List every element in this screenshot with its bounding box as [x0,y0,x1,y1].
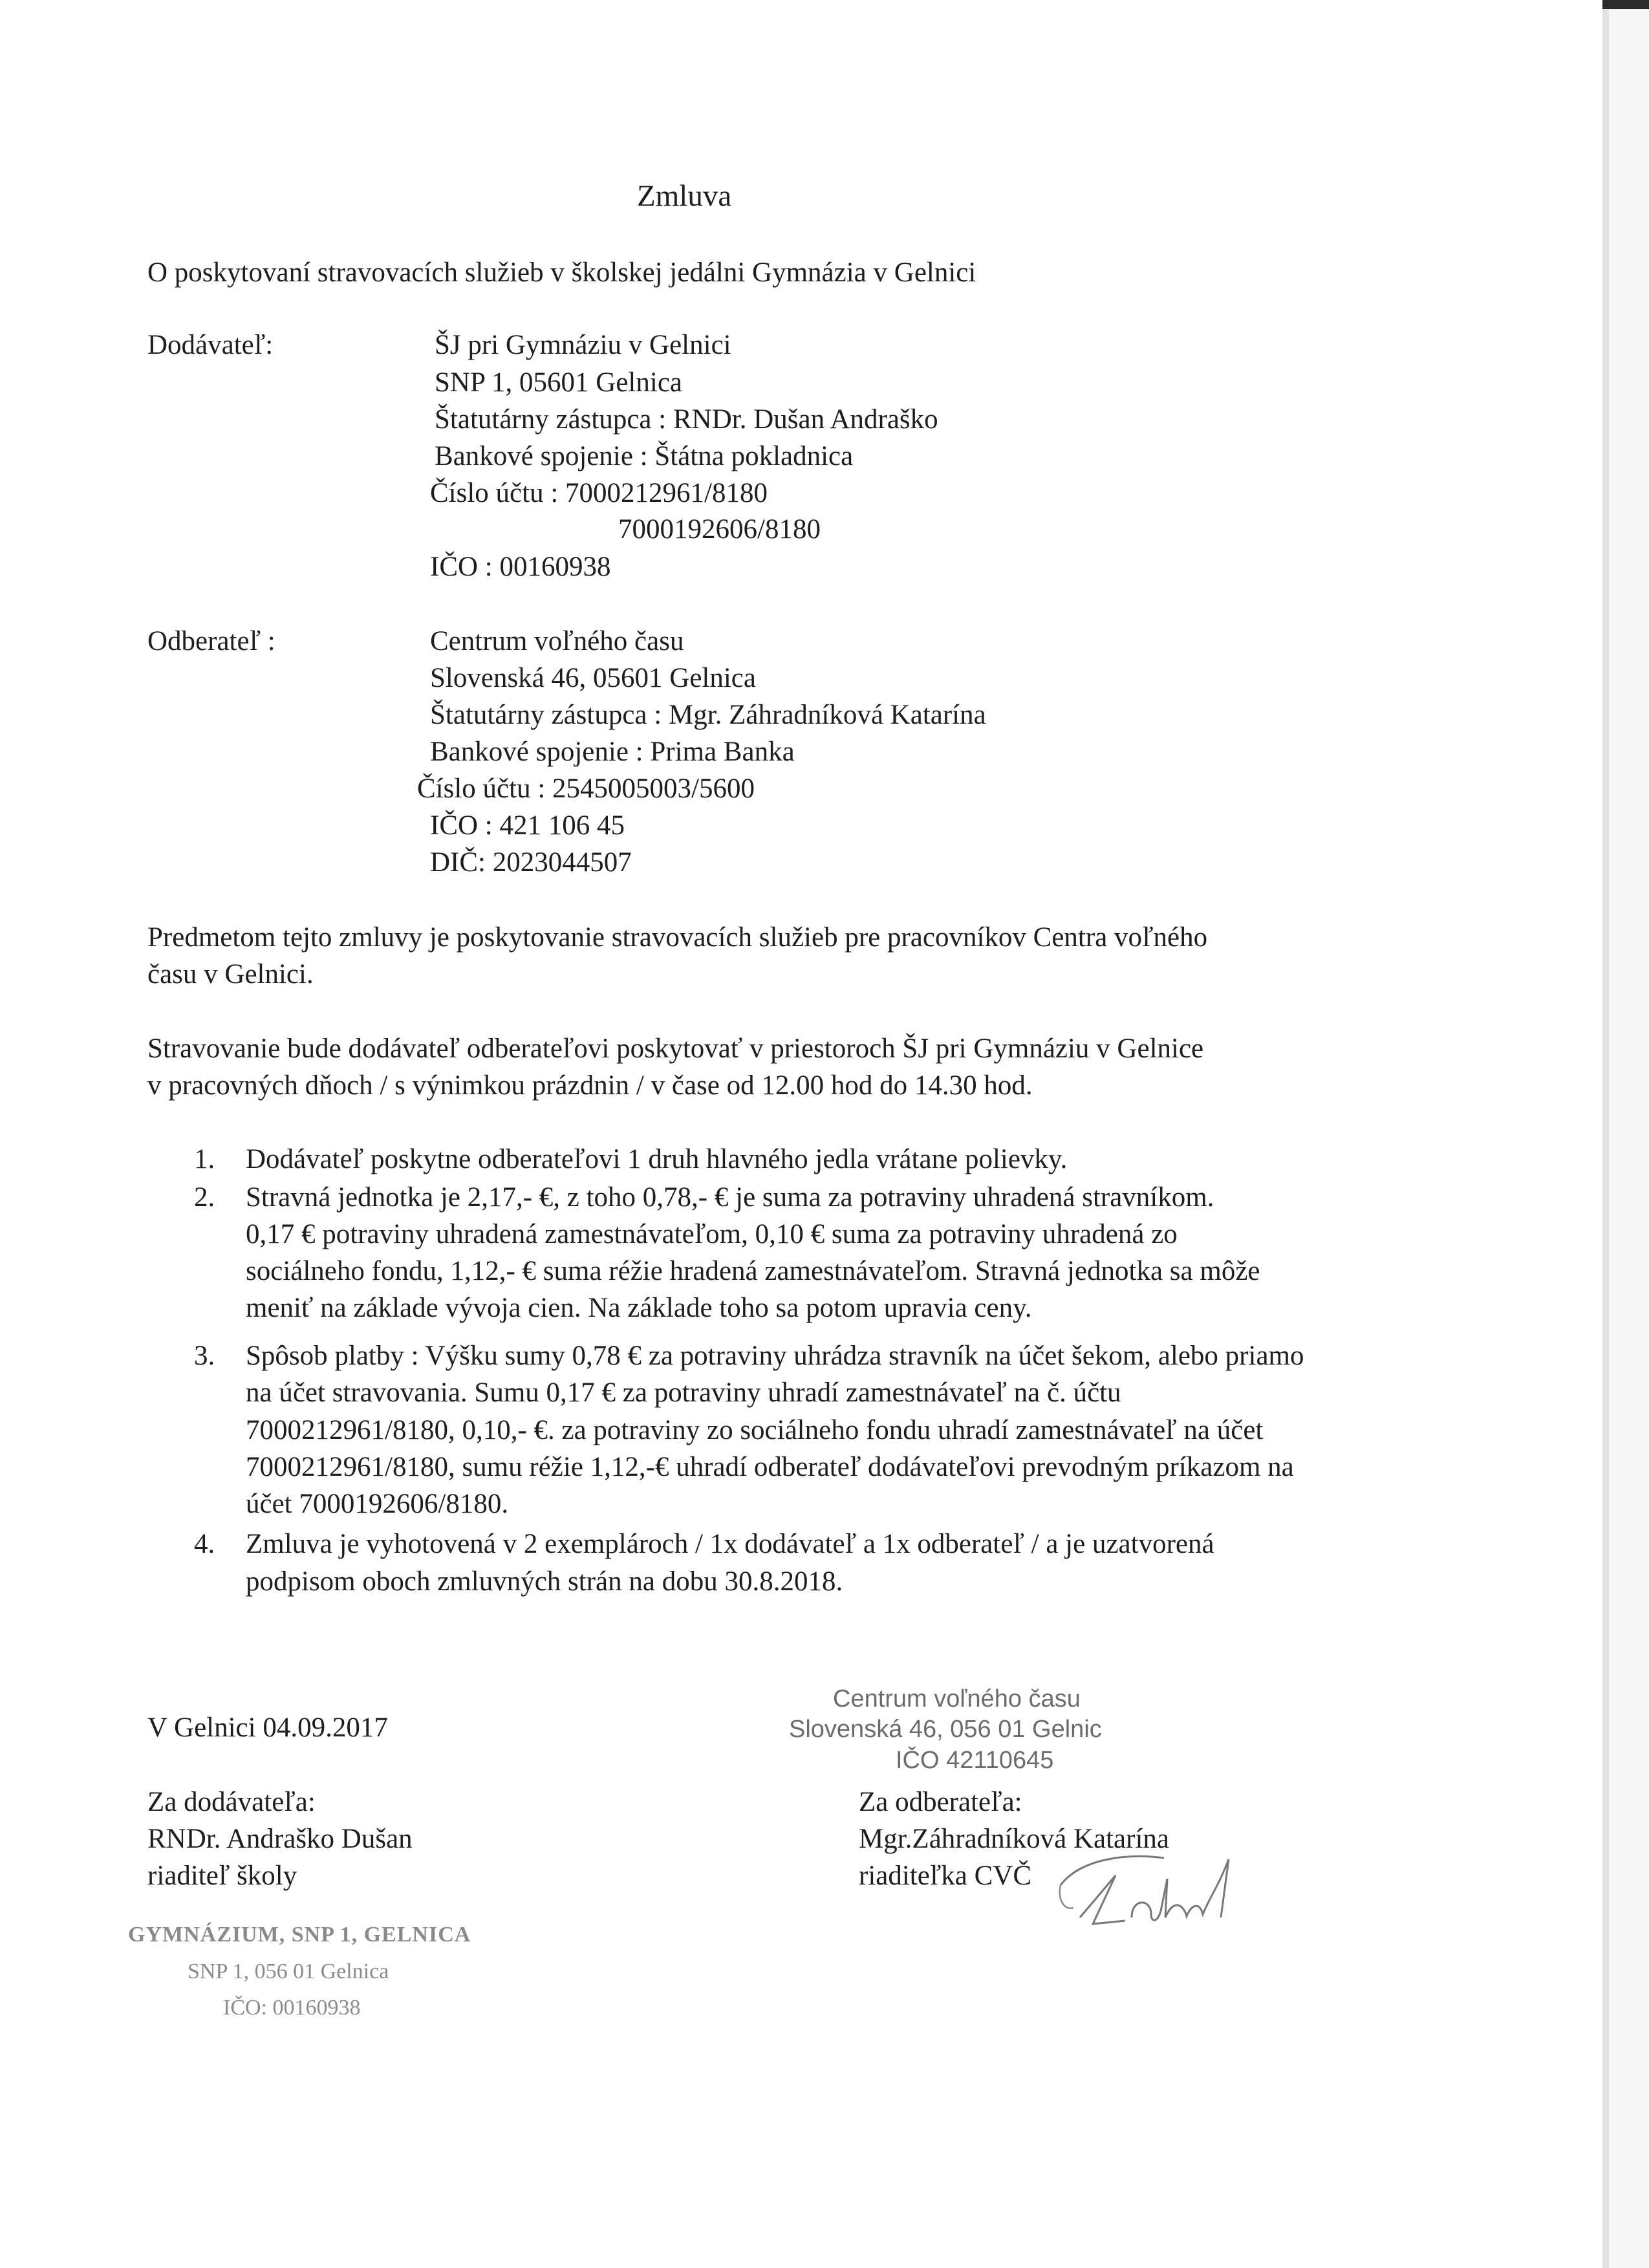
customer-name: Centrum voľného času [430,626,684,656]
customer-bank: Bankové spojenie : Prima Banka [430,737,795,767]
item-number: 2. [194,1182,215,1213]
customer-stamp-line-1: Centrum voľného času [833,1685,1081,1712]
item-3-line: Spôsob platby : Výšku sumy 0,78 € za potraviny uhrádza stravník na účet šekom, alebo priamo [246,1341,1304,1371]
item-number: 3. [194,1341,215,1371]
customer-sign-role: riaditeľka CVČ [859,1861,1032,1891]
supplier-stamp-line-1: GYMNÁZIUM, SNP 1, GELNICA [128,1923,471,1947]
supplier-label: Dodávateľ: [147,330,274,360]
paragraph-subject-line-1: Predmetom tejto zmluvy je poskytovanie stravovacích služieb pre pracovníkov Centra voľného [147,922,1208,953]
scan-edge-margin [1609,9,1649,2268]
supplier-name: ŠJ pri Gymnáziu v Gelnici [435,330,731,360]
supplier-statutory: Štatutárny zástupca : RNDr. Dušan Andraško [435,404,938,435]
customer-stamp-line-2: Slovenská 46, 056 01 Gelnic [789,1716,1102,1743]
item-3-line: na účet stravovania. Sumu 0,17 € za potraviny uhradí zamestnávateľ na č. účtu [246,1377,1121,1408]
customer-dic: DIČ: 2023044507 [430,847,632,878]
scan-edge-dark-corner [1602,0,1649,9]
item-1-line: Dodávateľ poskytne odberateľovi 1 druh hlavného jedla vrátane polievky. [246,1144,1068,1174]
handwritten-signature-icon [1054,1846,1261,1937]
place-date: V Gelnici 04.09.2017 [147,1712,388,1743]
supplier-address: SNP 1, 05601 Gelnica [435,367,682,398]
supplier-sign-label: Za dodávateľa: [147,1787,316,1817]
supplier-account-1: Číslo účtu : 7000212961/8180 [430,478,768,508]
customer-label: Odberateľ : [147,626,275,656]
paragraph-place-line-2: v pracovných dňoch / s výnimkou prázdnin / v čase od 12.00 hod do 14.30 hod. [147,1070,1033,1101]
supplier-ico: IČO : 00160938 [430,552,611,582]
customer-sign-name: Mgr.Záhradníková Katarína [859,1824,1169,1854]
customer-ico: IČO : 421 106 45 [430,810,625,841]
customer-account: Číslo účtu : 2545005003/5600 [417,773,755,804]
supplier-sign-name: RNDr. Andraško Dušan [147,1824,413,1854]
item-3-line: 7000212961/8180, sumu réžie 1,12,-€ uhradí odberateľ dodávateľovi prevodným príkazom na [246,1452,1294,1482]
item-4-line: podpisom oboch zmluvných strán na dobu 30.8.2018. [246,1566,843,1597]
supplier-stamp-line-2: SNP 1, 056 01 Gelnica [188,1960,389,1983]
item-number: 4. [194,1529,215,1559]
supplier-account-2: 7000192606/8180 [618,514,821,545]
scan-edge-shadow [1602,0,1609,2268]
item-number: 1. [194,1144,215,1174]
document-title: Zmluva [637,179,732,213]
item-2-line: Stravná jednotka je 2,17,- €, z toho 0,78,- € je suma za potraviny uhradená stravníkom. [246,1182,1214,1213]
customer-stamp-line-3: IČO 42110645 [896,1747,1054,1774]
supplier-stamp-line-3: IČO: 00160938 [223,1996,361,2020]
item-4-line: Zmluva je vyhotovená v 2 exemplároch / 1x dodávateľ a 1x odberateľ / a je uzatvorená [246,1529,1214,1559]
supplier-bank: Bankové spojenie : Štátna pokladnica [435,441,854,471]
customer-sign-label: Za odberateľa: [859,1787,1022,1817]
supplier-sign-role: riaditeľ školy [147,1861,297,1891]
item-3-line: účet 7000192606/8180. [246,1489,509,1519]
paragraph-place-line-1: Stravovanie bude dodávateľ odberateľovi poskytovať v priestoroch ŠJ pri Gymnáziu v Gelnice [147,1033,1204,1064]
item-2-line: meniť na základe vývoja cien. Na základe toho sa potom upravia ceny. [246,1293,1032,1323]
item-3-line: 7000212961/8180, 0,10,- €. za potraviny zo sociálneho fondu uhradí zamestnávateľ na účet [246,1415,1264,1445]
customer-statutory: Štatutárny zástupca : Mgr. Záhradníková Katarína [430,700,986,730]
document-subtitle: O poskytovaní stravovacích služieb v školskej jedálni Gymnázia v Gelnici [147,257,976,288]
customer-address: Slovenská 46, 05601 Gelnica [430,663,756,693]
item-2-line: sociálneho fondu, 1,12,- € suma réžie hradená zamestnávateľom. Stravná jednotka sa môže [246,1256,1260,1286]
item-2-line: 0,17 € potraviny uhradená zamestnávateľom, 0,10 € suma za potraviny uhradená zo [246,1219,1178,1249]
paragraph-subject-line-2: času v Gelnici. [147,959,314,989]
